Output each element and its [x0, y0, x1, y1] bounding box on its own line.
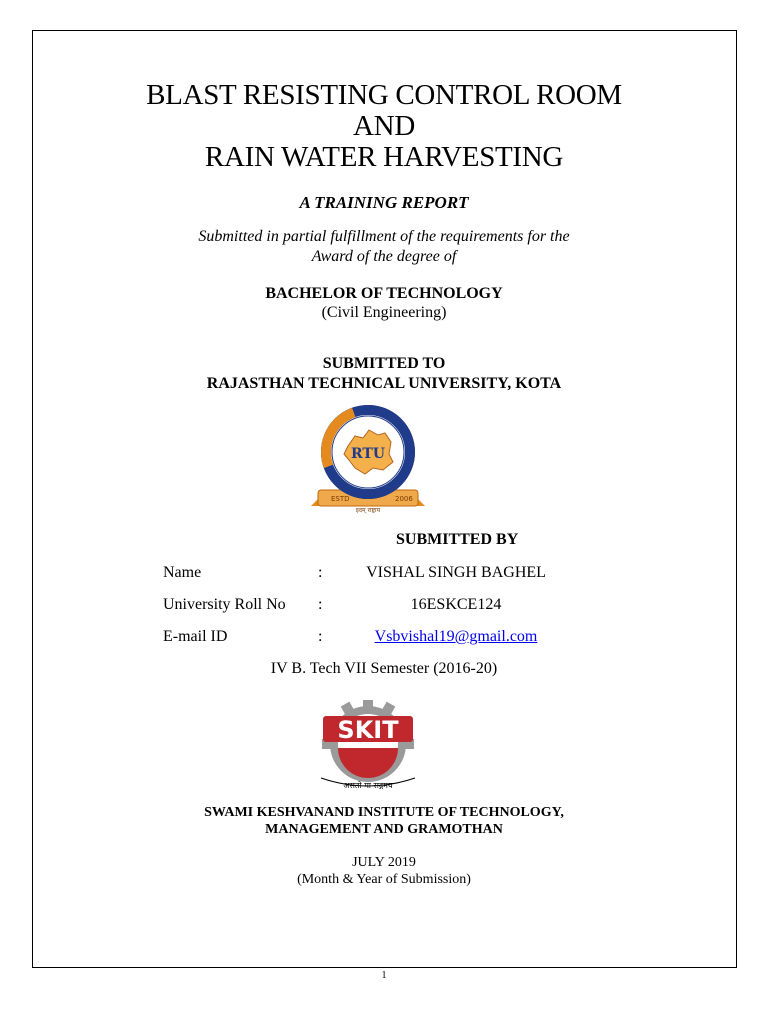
skit-motto: असतो मा सद्गमय [343, 781, 393, 790]
roll-number: 16ESKCE124 [410, 596, 502, 613]
email-link[interactable]: Vsbvishal19@gmail.com [374, 628, 538, 645]
page-number: 1 [381, 970, 387, 981]
rtu-estd-label: ESTD [331, 495, 350, 503]
rtu-center-text: RTU [350, 446, 386, 462]
detail-label: E-mail ID [163, 628, 228, 645]
submission-note [0, 227, 768, 267]
skit-logo [303, 700, 433, 796]
detail-row-name [163, 564, 683, 584]
report-type: A TRAINING REPORT [299, 193, 469, 212]
university-name: RAJASTHAN TECHNICAL UNIVERSITY, KOTA [206, 375, 562, 392]
degree-branch: (Civil Engineering) [321, 304, 447, 321]
submission-note-line-1: Submitted in partial fulfillment of the requirements for the [198, 228, 570, 245]
title-line-1: BLAST RESISTING CONTROL ROOM [146, 79, 622, 111]
submission-date-note: (Month & Year of Submission) [297, 872, 471, 887]
submission-month-year: JULY 2019 [352, 855, 416, 870]
submission-date [0, 854, 768, 888]
detail-colon: : [318, 564, 323, 581]
detail-row-roll [163, 596, 683, 616]
detail-colon: : [318, 628, 323, 645]
title-line-2: AND [353, 110, 415, 142]
report-title [0, 80, 768, 173]
degree-name: BACHELOR OF TECHNOLOGY [265, 285, 503, 302]
institute-line-1: SWAMI KESHVANAND INSTITUTE OF TECHNOLOGY, [204, 805, 564, 820]
skit-logo-text: SKIT [337, 716, 399, 744]
semester-info: IV B. Tech VII Semester (2016-20) [270, 660, 498, 677]
institute-name [0, 804, 768, 838]
institute-line-2: MANAGEMENT AND GRAMOTHAN [265, 822, 503, 837]
detail-label: University Roll No [163, 596, 286, 613]
detail-row-email [163, 628, 683, 648]
rtu-motto: इदम् राष्ट्राय [355, 507, 381, 514]
detail-label: Name [163, 564, 202, 581]
rtu-logo [303, 402, 433, 514]
submitted-by-heading: SUBMITTED BY [396, 531, 519, 548]
submitted-to-heading: SUBMITTED TO [322, 355, 446, 372]
submission-note-line-2: Award of the degree of [311, 248, 457, 265]
rtu-estd-year: 2006 [395, 495, 413, 503]
title-line-3: RAIN WATER HARVESTING [204, 141, 564, 173]
student-name: VISHAL SINGH BAGHEL [366, 564, 546, 581]
detail-colon: : [318, 596, 323, 613]
